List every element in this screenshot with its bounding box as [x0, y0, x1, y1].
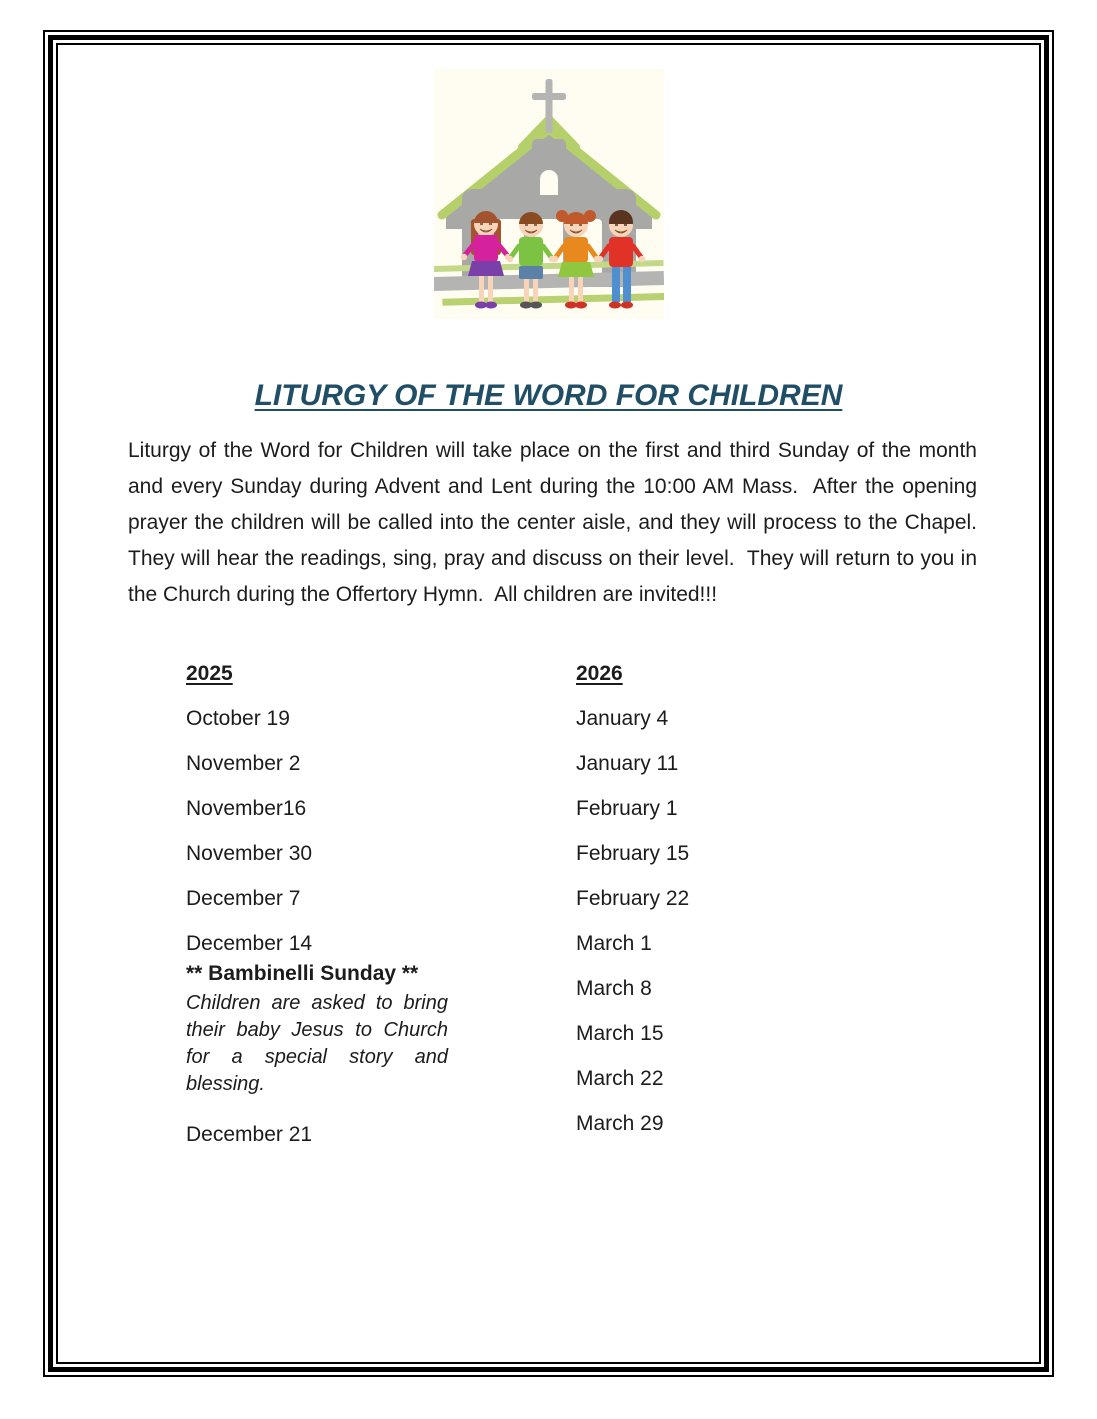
page-content: [58, 69, 1039, 1364]
date-item: December 7: [186, 887, 301, 910]
date-item: December 14: [186, 932, 313, 955]
date-item: November 30: [186, 842, 313, 865]
date-item: March 29: [576, 1112, 664, 1135]
church-illustration-svg: [434, 69, 664, 319]
year-header-2026: 2026: [576, 662, 623, 685]
page-title: LITURGY OF THE WORD FOR CHILDREN: [254, 379, 843, 412]
date-item: October 19: [186, 707, 290, 730]
year-header-2025: 2025: [186, 662, 233, 685]
date-item: March 8: [576, 977, 652, 1000]
date-item: February 1: [576, 797, 678, 820]
schedule-columns: [186, 661, 1039, 1156]
intro-paragraph: Liturgy of the Word for Children will take place on the first and third Sunday of the month and every Sunday during Advent and Lent during the 10:00 AM Mass. After the opening prayer the children will be called into the center aisle, and they will process to the Chapel. They will hear the readings, sing, pray and discuss on their level. They will return to you in the Church during the Offertory Hymn. All children are invited!!!: [128, 439, 989, 606]
date-item: March 1: [576, 932, 652, 955]
church-children-illustration: [434, 69, 664, 319]
schedule-column-2025: [186, 661, 486, 1156]
date-item: November 2: [186, 752, 301, 775]
date-item: January 4: [576, 707, 669, 730]
date-item: March 15: [576, 1022, 664, 1045]
bambinelli-sunday-note-body: Children are asked to bring their baby Jesus to Church for a special story and blessing.: [186, 992, 448, 1095]
schedule-column-2026: [576, 661, 876, 1156]
date-item: December 21: [186, 1123, 313, 1146]
page-border: [43, 30, 1054, 1377]
date-item: November16: [186, 797, 307, 820]
date-item: February 22: [576, 887, 690, 910]
bambinelli-sunday-note-title: ** Bambinelli Sunday **: [186, 962, 419, 985]
date-item: February 15: [576, 842, 690, 865]
date-item: January 11: [576, 752, 679, 775]
date-item: March 22: [576, 1067, 664, 1090]
